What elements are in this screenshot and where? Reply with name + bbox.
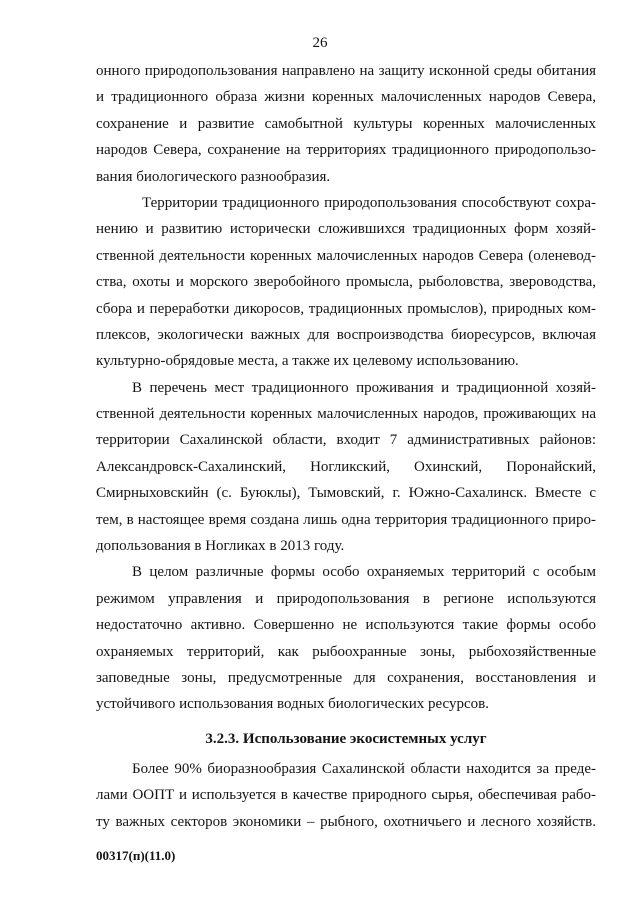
- paragraph: [96, 190, 596, 375]
- text-line: плексов, экологически важных для воспроизводства биоресурсов, включая: [96, 326, 596, 343]
- paragraph: [96, 559, 596, 717]
- text-line: В целом различные формы особо охраняемых территорий с особым: [132, 564, 596, 581]
- document-body: [96, 58, 596, 835]
- text-line: допользования в Ногликах в 2013 году.: [96, 538, 345, 555]
- text-line: Территории традиционного природопользования способствуют сохра-: [142, 194, 596, 211]
- text-line: тем, в настоящее время создана лишь одна территория традиционного приро-: [96, 511, 596, 528]
- text-line: заповедные зоны, предусмотренные для сохранения, восстановления и: [96, 669, 596, 686]
- text-line: и традиционного образа жизни коренных малочисленных народов Севера,: [96, 89, 596, 106]
- text-line: В перечень мест традиционного проживания и традиционной хозяй-: [132, 379, 596, 396]
- text-line: охраняемых территорий, как рыбоохранные зоны, рыбохозяйственные: [96, 643, 596, 660]
- text-line: ственной деятельности коренных малочисленных народов Севера (оленевод-: [96, 247, 596, 264]
- text-line: ства, охоты и морского зверобойного промысла, рыболовства, звероводства,: [96, 274, 596, 291]
- text-line: устойчивого использования водных биологических ресурсов.: [96, 696, 489, 713]
- text-line: лами ООПТ и используется в качестве природного сырья, обеспечивая рабо-: [96, 787, 596, 804]
- text-line: ственной деятельности коренных малочисленных народов, проживающих на: [96, 406, 596, 423]
- text-line: недостаточно активно. Совершенно не используются такие формы особо: [96, 617, 596, 634]
- paragraph: [96, 58, 596, 190]
- page-number: 26: [312, 35, 328, 51]
- paragraph: [96, 756, 596, 835]
- section-heading: 3.2.3. Использование экосистемных услуг: [205, 730, 487, 747]
- text-line: сбора и переработки дикоросов, традиционных промыслов), природных ком-: [96, 300, 596, 317]
- text-line: Александровск-Сахалинский, Ногликский, Охинский, Поронайский,: [96, 458, 596, 475]
- text-line: народов Севера, сохранение на территориях традиционного природопользо-: [96, 142, 596, 159]
- document-code: 00317(п)(11.0): [96, 848, 176, 863]
- text-line: нению и развитию исторически сложившихся традиционных форм хозяй-: [96, 221, 596, 238]
- text-line: режимом управления и природопользования в регионе используются: [96, 590, 596, 607]
- text-line: вания биологического разнообразия.: [96, 168, 331, 185]
- text-line: ту важных секторов экономики – рыбного, охотничьего и лесного хозяйств.: [96, 813, 596, 830]
- text-line: Более 90% биоразнообразия Сахалинской области находится за преде-: [132, 760, 596, 777]
- text-line: территории Сахалинской области, входит 7 административных районов:: [96, 432, 596, 449]
- text-line: Смирныховскийн (с. Буюклы), Тымовский, г. Южно-Сахалинск. Вместе с: [96, 485, 596, 502]
- text-line: культурно-обрядовые места, а также их целевому использованию.: [96, 353, 519, 370]
- text-line: онного природопользования направлено на защиту исконной среды обитания: [96, 63, 596, 79]
- paragraph: [96, 375, 596, 560]
- text-line: сохранение и развитие самобытной культуры коренных малочисленных: [96, 115, 596, 132]
